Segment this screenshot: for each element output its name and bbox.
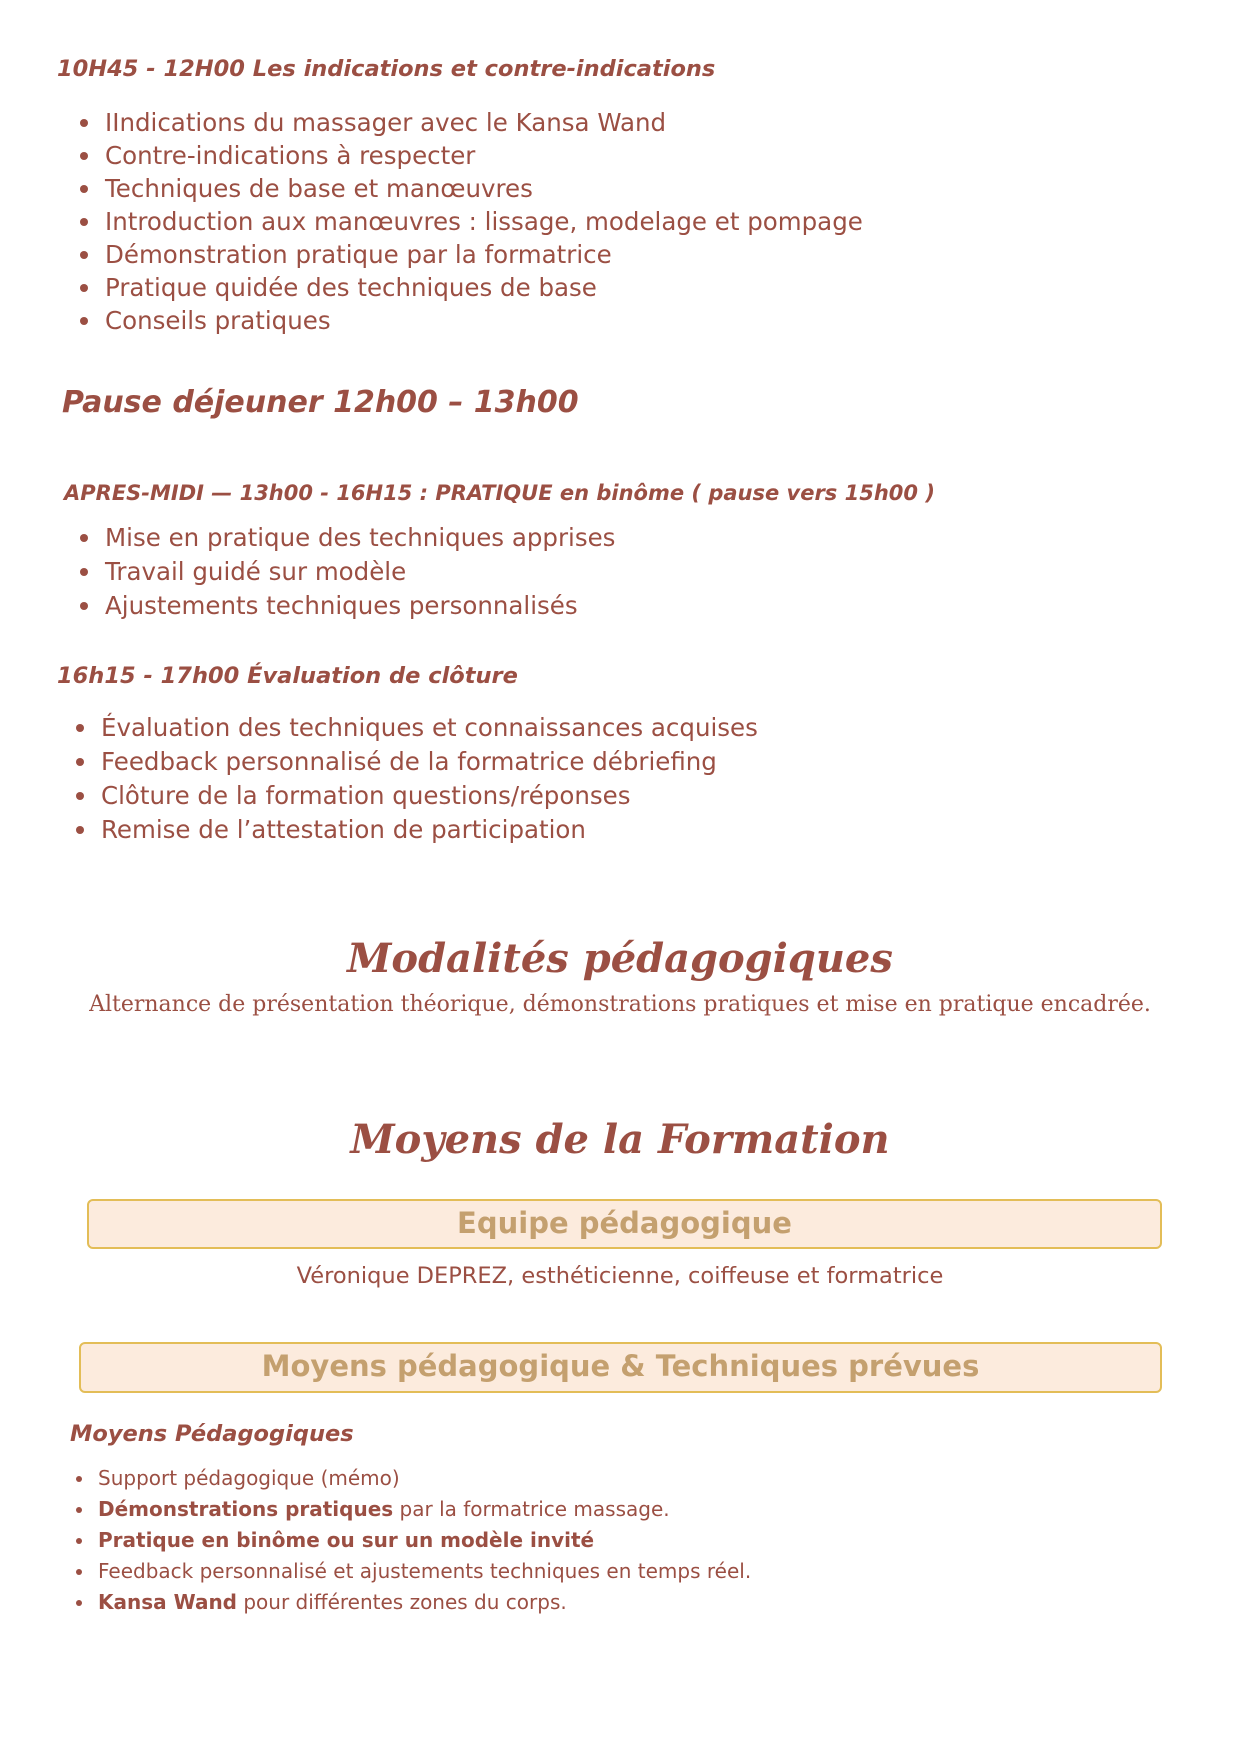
list-item: Remise de l’attestation de participation xyxy=(101,813,758,847)
list-item: Pratique quidée des techniques de base xyxy=(105,271,863,304)
closing-list xyxy=(101,711,758,847)
equipe-heading-box xyxy=(87,1199,1162,1249)
list-item: Introduction aux manœuvres : lissage, modelage et pompage xyxy=(105,207,863,236)
session-1 xyxy=(57,56,715,82)
list-item: Kansa Wand pour différentes zones du corps. xyxy=(98,1587,751,1618)
modalites-text: Alternance de présentation théorique, démonstrations pratiques et mise en pratique encadrée. xyxy=(89,992,1151,1017)
afternoon-title: APRES-MIDI — 13h00 - 16H15 : PRATIQUE en binôme ( pause vers 15h00 ) xyxy=(64,481,935,505)
modalites-section xyxy=(0,935,1240,982)
list-item: Démonstrations pratiques par la formatrice massage. xyxy=(98,1494,751,1525)
list-item: Clôture de la formation questions/réponses xyxy=(101,779,758,813)
moyens-sub-title: Moyens Pédagogiques xyxy=(70,1421,354,1447)
techniques-heading: Moyens pédagogique & Techniques prévues xyxy=(261,1349,980,1383)
modalites-title: Modalités pédagogiques xyxy=(347,935,893,982)
afternoon-session xyxy=(64,481,935,505)
list-item: Pratique en binôme ou sur un modèle invité xyxy=(98,1525,751,1556)
moyens-section xyxy=(0,1116,1240,1163)
session-1-title: 10H45 - 12H00 Les indications et contre-indications xyxy=(57,56,716,82)
closing-session xyxy=(57,663,518,689)
moyens-title: Moyens de la Formation xyxy=(350,1116,890,1163)
list-item: Conseils pratiques xyxy=(105,304,863,337)
list-item: Contre-indications à respecter xyxy=(105,139,863,172)
list-item: Techniques de base et manœuvres xyxy=(105,172,863,205)
equipe-text: Véronique DEPREZ, esthéticienne, coiffeuse et formatrice xyxy=(296,1263,944,1289)
lunch-break xyxy=(62,385,579,420)
lunch-title: Pause déjeuner 12h00 – 13h00 xyxy=(62,385,579,420)
list-item: Démonstration pratique par la formatrice xyxy=(105,238,863,271)
list-item: IIndications du massager avec le Kansa Wand xyxy=(105,106,863,139)
list-item: Feedback personnalisé et ajustements techniques en temps réel. xyxy=(98,1556,751,1587)
list-item: Support pédagogique (mémo) xyxy=(98,1463,751,1494)
afternoon-list xyxy=(105,521,615,623)
session-1-list xyxy=(105,106,863,337)
moyens-sub xyxy=(70,1421,354,1447)
techniques-heading-box xyxy=(79,1342,1162,1393)
closing-title: 16h15 - 17h00 Évaluation de clôture xyxy=(57,663,518,689)
list-item: Ajustements techniques personnalisés xyxy=(105,589,615,623)
list-item: Travail guidé sur modèle xyxy=(105,555,615,589)
list-item: Mise en pratique des techniques apprises xyxy=(105,521,615,555)
modalites-text-wrap xyxy=(0,992,1240,1017)
equipe-text-wrap xyxy=(0,1263,1240,1289)
equipe-heading: Equipe pédagogique xyxy=(457,1206,792,1240)
list-item: Feedback personnalisé de la formatrice débriefing xyxy=(101,745,758,779)
moyens-list xyxy=(98,1463,751,1618)
list-item: Évaluation des techniques et connaissances acquises xyxy=(101,711,758,745)
